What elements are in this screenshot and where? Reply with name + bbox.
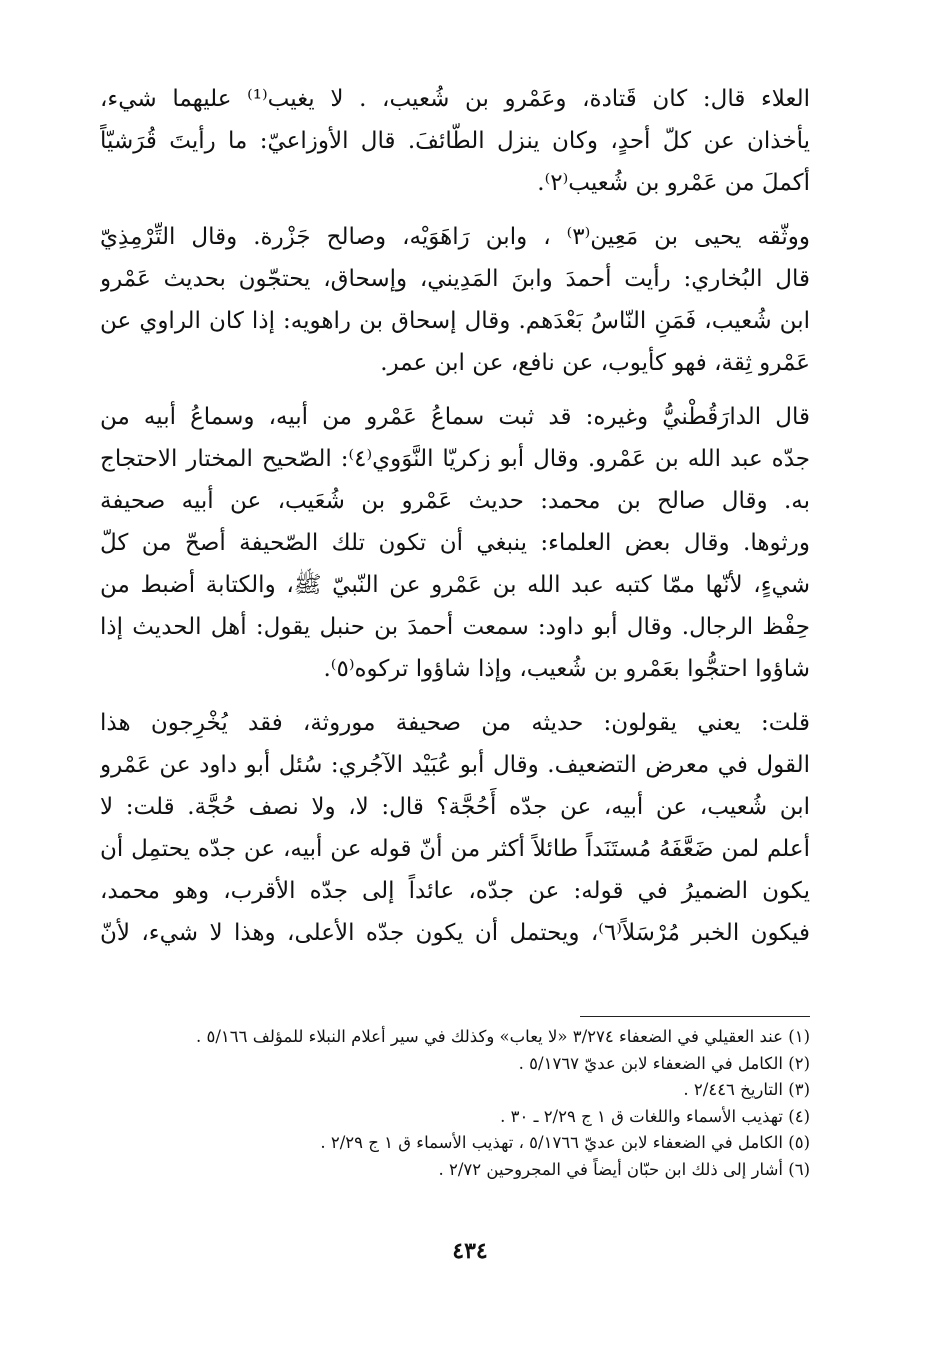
text-line: به. وقال صالح بن محمد: حديث عَمْرو بن شُعَيب، عن أبيه صحيفة bbox=[100, 488, 810, 514]
footnotes bbox=[100, 1024, 810, 1183]
footnote: (٢) الكامل في الضعفاء لابن عديّ ٥/١٧٦٧ . bbox=[518, 1053, 810, 1073]
text-line: جدّه عبد الله بن عَمْرو. وقال أبو زكريّا النَّوَوي⁽٤⁾: الصّحيح المختار الاحتجاج bbox=[100, 446, 810, 472]
text-line: قال الدارَقُطْنيُّ وغيره: قد ثبت سماعُ عَمْرو من أبيه، وسماعُ أبيه من bbox=[100, 404, 810, 430]
text-line: أعلم لمن ضَعَّفَهُ مُستَنَداً طائلاً أكثر من أنّ قوله عن أبيه، عن جدّه يحتمِل أن bbox=[100, 836, 810, 862]
text-line: قال البُخاري: رأيت أحمدَ وابنَ المَدِيني، وإسحاق، يحتجّون بحديث عَمْرو bbox=[100, 266, 810, 292]
text-line: عَمْرو ثِقة، فهو كأيوب، عن نافع، عن ابن عمر. bbox=[380, 350, 810, 376]
text-line: شاؤوا احتجُّوا بعَمْرو بن شُعيب، وإذا شاؤوا تركوه⁽٥⁾. bbox=[323, 656, 810, 682]
footnote-divider bbox=[580, 1016, 810, 1017]
text-line: ورثوها. وقال بعض العلماء: ينبغي أن تكون تلك الصّحيفة أصحّ من كلّ bbox=[100, 530, 810, 556]
text-line: فيكون الخبر مُرْسَلاً⁽٦⁾، ويحتمل أن يكون جدّه الأعلى، وهذا لا شيء، لأنّ bbox=[100, 920, 810, 946]
text-line: القول في معرض التضعيف. وقال أبو عُبَيْد الآجُري: سُئل أبو داود عن عَمْرو bbox=[100, 752, 810, 778]
text-line: ابن شُعيب، فَمَنِ النّاسُ بَعْدَهم. وقال إسحاق بن راهويه: إذا كان الراوي عن bbox=[100, 308, 810, 334]
text-line: أكملَ من عَمْرو بن شُعيب⁽٢⁾. bbox=[537, 170, 810, 196]
footnote: (٤) تهذيب الأسماء واللغات ق ١ ج ٢/٢٩ ـ ٣٠ . bbox=[500, 1106, 810, 1126]
footnote: (٣) التاريخ ٢/٤٤٦ . bbox=[683, 1080, 810, 1099]
paragraph bbox=[100, 396, 810, 690]
paragraph bbox=[100, 78, 810, 204]
text-line: يكون الضميرُ في قوله: عن جدّه، عائداً إلى جدّه الأقرب، وهو محمد، bbox=[100, 878, 810, 904]
paragraph bbox=[100, 702, 810, 954]
text-line: ابن شُعيب، عن أبيه، عن جدّه أَحُجَّة؟ قال: لا، ولا نصف حُجَّة. قلت: لا bbox=[100, 794, 810, 820]
text-line: قلت: يعني يقولون: حديثه من صحيفة موروثة، فقد يُخْرِجون هذا bbox=[100, 710, 810, 736]
text-line: العلاء قال: كان قَتادة، وعَمْرو بن شُعيب، . لا يغيب⁽¹⁾ عليهما شيء، bbox=[100, 86, 810, 112]
footnote: (١) عند العقيلي في الضعفاء ٣/٢٧٤ «لا يعاب» وكذلك في سير أعلام النبلاء للمؤلف ٥/١٦٦ . bbox=[196, 1027, 810, 1046]
text-line: شيءٍ، لأنّها ممّا كتبه عبد الله بن عَمْرو عن النّبيّ ﷺ، والكتابة أضبط من bbox=[100, 572, 810, 598]
text-line: يأخذان عن كلّ أحدٍ، وكان ينزل الطّائفَ. قال الأوزاعيّ: ما رأيتَ قُرَشيّاً bbox=[100, 128, 810, 154]
footnote: (٦) أشار إلى ذلك ابن حبّان أيضاً في المجروحين ٢/٧٢ . bbox=[438, 1159, 810, 1179]
footnote: (٥) الكامل في الضعفاء لابن عديّ ٥/١٧٦٦ ، تهذيب الأسماء ق ١ ج ٢/٢٩ . bbox=[320, 1133, 810, 1152]
text-line: حِفْظ الرجال. وقال أبو داود: سمعت أحمدَ بن حنبل يقول: أهل الحديث إذا bbox=[100, 614, 810, 640]
main-text bbox=[100, 78, 810, 966]
page-number: ٤٣٤ bbox=[452, 1238, 488, 1264]
text-line: ووثّقه يحيى بن مَعِين⁽٣⁾ ، وابن رَاهَوَيْه، وصالح جَزْرة. وقال التِّرْمِذِيّ bbox=[100, 224, 810, 250]
paragraph bbox=[100, 216, 810, 384]
